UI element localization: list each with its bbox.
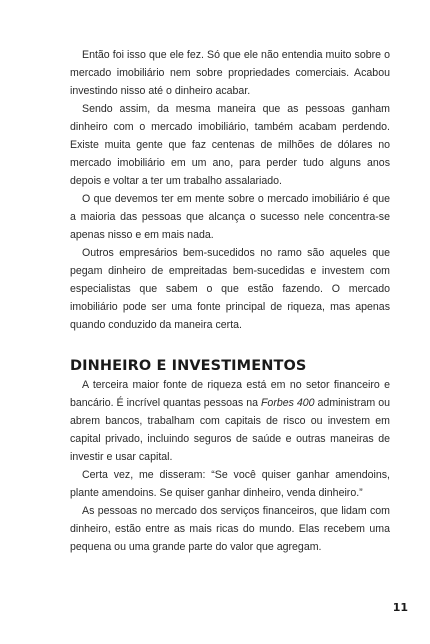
paragraph xyxy=(70,376,390,466)
paragraph: Sendo assim, da mesma maneira que as pessoas ganham dinheiro com o mercado imobiliário, também acabam perdendo. Existe muita gente que faz centenas de milhões de dólares no mercado imobiliário em um ano, para perder tudo alguns anos depois e voltar a ter um trabalho assalariado. xyxy=(70,103,390,187)
paragraph-text: A terceira maior fonte de riqueza está em no setor financeiro e bancário. É incrível quantas pessoas na xyxy=(70,379,390,409)
paragraph: O que devemos ter em mente sobre o mercado imobiliário é que a maioria das pessoas que alcança o sucesso nele concentra-se apenas nisso e em mais nada. xyxy=(70,193,390,241)
paragraph: Certa vez, me disseram: “Se você quiser ganhar amendoins, plante amendoins. Se quiser ganhar dinheiro, venda dinheiro.” xyxy=(70,469,390,499)
paragraph: As pessoas no mercado dos serviços financeiros, que lidam com dinheiro, estão entre as mais ricas do mundo. Elas recebem uma pequena ou uma grande parte do valor que agregam. xyxy=(70,505,390,553)
paragraph-text: administram ou abrem bancos, trabalham com capitais de risco ou investem em capital privado, incluindo seguros de saúde e outras maneiras de investir e usar capital. xyxy=(70,397,390,463)
page-number: 11 xyxy=(392,601,408,614)
publication-name: Forbes 400 xyxy=(260,397,315,409)
paragraph: Outros empresários bem-sucedidos no ramo são aqueles que pegam dinheiro de empreitadas bem-sucedidas e investem com especialistas que sabem o que estão fazendo. O mercado imobiliário pode ser uma fonte principal de riqueza, mas apenas quando conduzido da maneira certa. xyxy=(70,247,390,331)
paragraph: Então foi isso que ele fez. Só que ele não entendia muito sobre o mercado imobiliário nem sobre propriedades comerciais. Acabou investindo nisso até o dinheiro acabar. xyxy=(70,49,390,97)
page-body xyxy=(70,46,390,556)
section-heading: DINHEIRO E INVESTIMENTOS xyxy=(70,358,307,374)
